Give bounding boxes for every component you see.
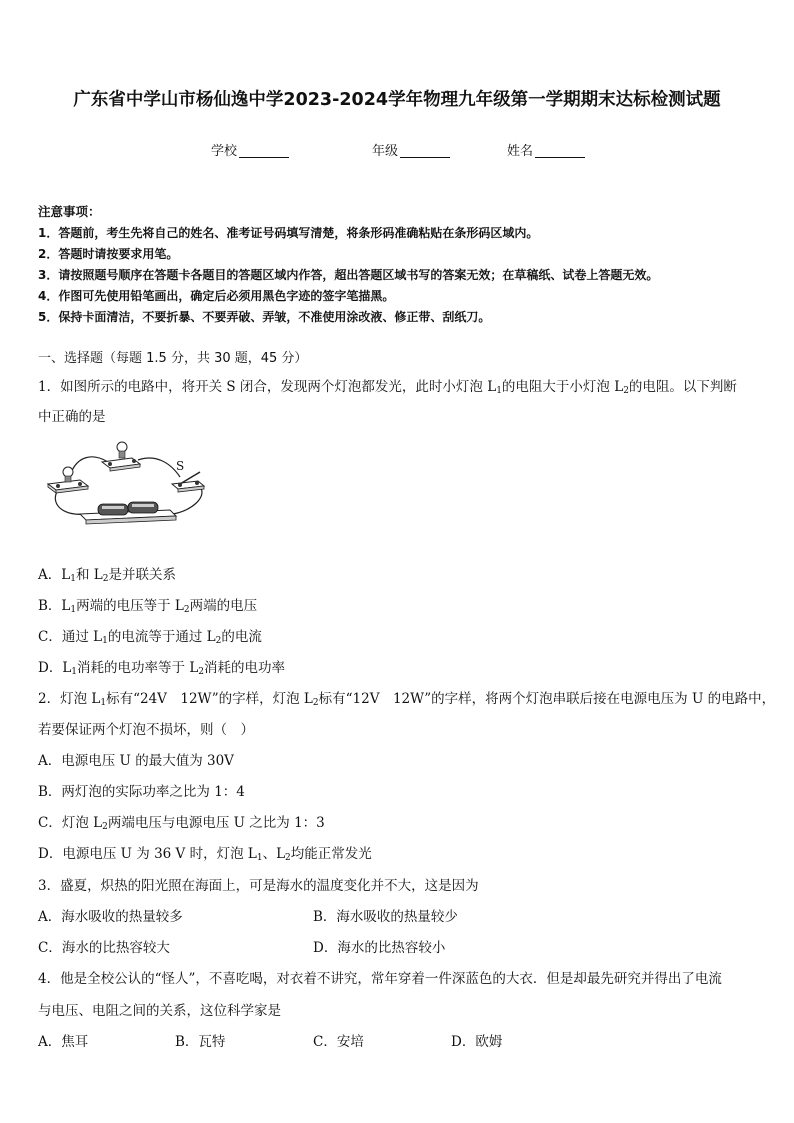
q3-option-d[interactable]: D．海水的比热容较小 xyxy=(313,940,446,956)
q1-option-c[interactable]: C．通过 $L_1$的电流等于通过 $L_2$的电流 xyxy=(38,629,262,646)
question-3-stem: 3．盛夏，炽热的阳光照在海面上，可是海水的温度变化并不大，这是因为 xyxy=(38,878,479,894)
q4-option-d[interactable]: D．欧姆 xyxy=(451,1034,503,1050)
note-item: 5．保持卡面清洁，不要折暴、不要弄破、弄皱，不准使用涂改液、修正带、刮纸刀。 xyxy=(38,310,491,324)
name-label: 姓名 xyxy=(507,144,534,159)
lamp-l2-icon xyxy=(102,442,140,471)
note-item: 2．答题时请按要求用笔。 xyxy=(38,247,179,261)
q2-option-c[interactable]: C．灯泡 $L_2$两端电压与电源电压 U 之比为 1：3 xyxy=(38,815,325,832)
q2-option-b[interactable]: B．两灯泡的实际功率之比为 1：4 xyxy=(38,784,245,800)
grade-label: 年级 xyxy=(372,144,399,159)
q2-option-d[interactable]: D．电源电压 U 为 36 V 时，灯泡 $L_1$、$L_2$均能正常发光 xyxy=(38,846,372,863)
q4-option-c[interactable]: C．安培 xyxy=(313,1034,364,1050)
q1-option-b[interactable]: B．$L_1$两端的电压等于 $L_2$两端的电压 xyxy=(38,598,258,615)
switch-label: S xyxy=(176,459,185,473)
battery-icon xyxy=(80,502,176,524)
note-item: 1．答题前，考生先将自己的姓名、准考证号码填写清楚，将条形码准确粘贴在条形码区域内。 xyxy=(38,226,539,240)
school-blank[interactable] xyxy=(239,143,289,158)
question-1-stem-line2: 中正确的是 xyxy=(38,409,106,425)
grade-field[interactable] xyxy=(372,140,450,159)
q1-option-a[interactable]: A．$L_1$和 $L_2$是并联关系 xyxy=(38,567,176,584)
grade-blank[interactable] xyxy=(400,143,450,158)
notes-heading: 注意事项： xyxy=(38,204,101,219)
name-field[interactable] xyxy=(507,140,585,159)
question-4-stem-line2: 与电压、电阻之间的关系，这位科学家是 xyxy=(38,1003,281,1019)
note-item: 3．请按照题号顺序在答题卡各题目的答题区域内作答，超出答题区域书写的答案无效；在草稿纸、试卷上答题无效。 xyxy=(38,268,659,282)
q3-option-a[interactable]: A．海水吸收的热量较多 xyxy=(38,909,183,925)
question-1-stem: 1．如图所示的电路中，将开关 S 闭合，发现两个灯泡都发光，此时小灯泡 $L_1$的电阻大于小灯泡 $L_2$的电阻。以下判断 xyxy=(38,379,737,396)
q2-option-a[interactable]: A．电源电压 U 的最大值为 30V xyxy=(38,753,234,769)
lamp-l1-icon xyxy=(48,467,88,493)
q3-option-c[interactable]: C．海水的比热容较大 xyxy=(38,940,170,956)
page-title: 广东省中学山市杨仙逸中学2023-2024学年物理九年级第一学期期末达标检测试题 xyxy=(73,90,721,110)
question-2-stem: 2．灯泡 $L_1$标有“24V 12W”的字样，灯泡 $L_2$标有“12V 12W”的字样，将两个灯泡串联后接在电源电压为 U 的电路中， xyxy=(38,691,776,708)
circuit-diagram xyxy=(40,432,210,532)
school-label: 学校 xyxy=(211,144,238,159)
section-heading: 一、选择题（每题 1.5 分，共 30 题，45 分） xyxy=(38,351,308,366)
note-item: 4．作图可先使用铅笔画出，确定后必须用黑色字迹的签字笔描黑。 xyxy=(38,289,395,303)
name-blank[interactable] xyxy=(535,143,585,158)
question-2-stem-line2: 若要保证两个灯泡不损坏，则（ ） xyxy=(38,722,254,738)
question-4-stem: 4．他是全校公认的“怪人”，不喜吃喝，对衣着不讲究，常年穿着一件深蓝色的大衣．但是却最先研究并得出了电流 xyxy=(38,971,722,987)
q1-option-d[interactable]: D．$L_1$消耗的电功率等于 $L_2$消耗的电功率 xyxy=(38,660,286,677)
q3-option-b[interactable]: B．海水吸收的热量较少 xyxy=(313,909,458,925)
school-field[interactable] xyxy=(211,140,289,159)
q4-option-a[interactable]: A．焦耳 xyxy=(38,1034,89,1050)
switch-icon xyxy=(172,472,204,492)
q4-option-b[interactable]: B．瓦特 xyxy=(175,1034,226,1050)
